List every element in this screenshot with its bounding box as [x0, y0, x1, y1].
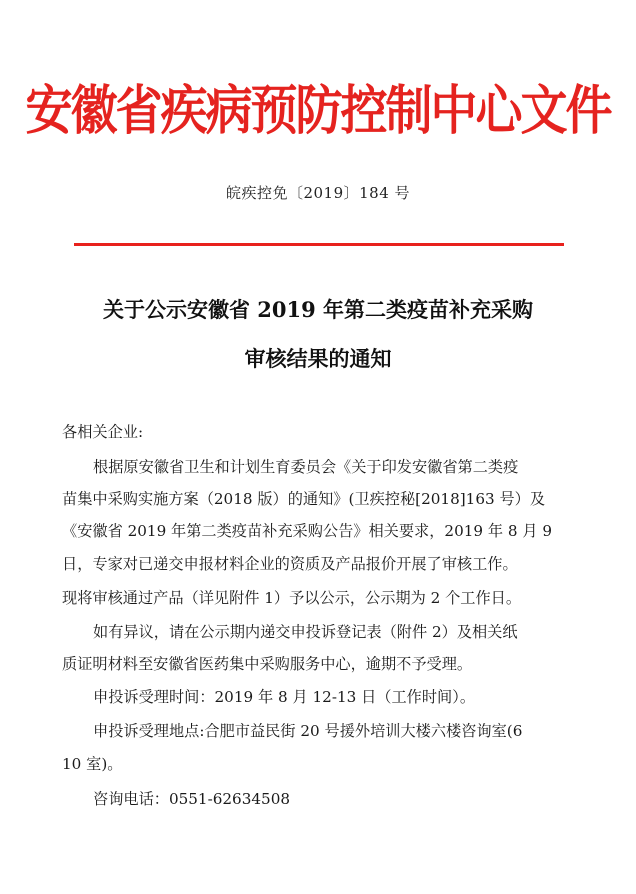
salutation: 各相关企业:: [62, 423, 144, 441]
complaint-time-line: 申投诉受理时间：2019 年 8 月 12-13 日（工作时间）。: [93, 688, 476, 706]
complaint-location-line: 申投诉受理地点:合肥市益民街 20 号援外培训大楼六楼咨询室(6: [93, 722, 523, 740]
body-line: 根据原安徽省卫生和计划生育委员会《关于印发安徽省第二类疫: [93, 458, 519, 476]
complaint-location-line-cont: 10 室)。: [62, 755, 123, 773]
body-line: 如有异议，请在公示期内递交申投诉登记表（附件 2）及相关纸: [93, 623, 518, 641]
notice-title-line-2: 审核结果的通知: [244, 346, 392, 371]
body-line: 现将审核通过产品（详见附件 1）予以公示，公示期为 2 个工作日。: [62, 589, 522, 607]
document-number: 皖疾控免〔2019〕184 号: [225, 184, 411, 202]
notice-title-line-1: 关于公示安徽省 2019 年第二类疫苗补充采购: [102, 297, 534, 322]
red-divider-line: [74, 243, 564, 246]
body-line: 《安徽省 2019 年第二类疫苗补充采购公告》相关要求，2019 年 8 月 9: [62, 522, 553, 540]
body-line: 日，专家对已递交申报材料企业的资质及产品报价开展了审核工作。: [62, 555, 518, 573]
issuer-header-title: 安徽省疾病预防控制中心文件: [25, 80, 611, 142]
body-line: 苗集中采购实施方案（2018 版）的通知》(卫疾控秘[2018]163 号）及: [62, 490, 546, 508]
contact-phone-line: 咨询电话：0551-62634508: [93, 790, 291, 808]
body-line: 质证明材料至安徽省医药集中采购服务中心，逾期不予受理。: [62, 655, 473, 673]
